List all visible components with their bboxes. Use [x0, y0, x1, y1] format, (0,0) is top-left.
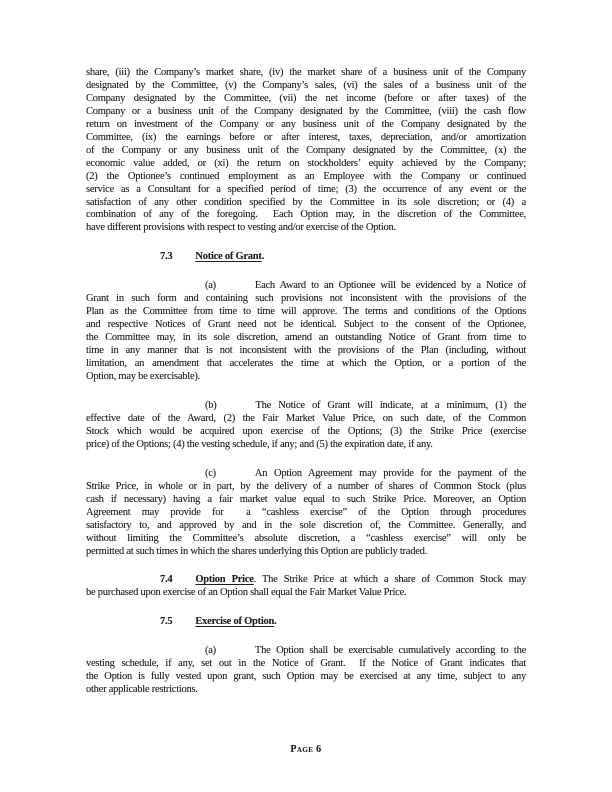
section-title: Exercise of Option: [195, 616, 275, 628]
text-line: [86, 345, 526, 358]
text-segment: (a): [205, 280, 216, 292]
tab-indent: [216, 287, 255, 288]
text-line: [86, 222, 526, 235]
text-segment: An Option Agreement may provide for the payment of the: [254, 467, 526, 479]
text-line: [86, 616, 526, 629]
text-segment: . The Strike Price at which a share of Common Stock may: [253, 574, 526, 586]
text-line: [86, 197, 526, 210]
text-line: [86, 684, 526, 697]
text-line: [86, 306, 526, 319]
paragraph: [86, 574, 526, 600]
text-segment: permitted at such times in which the shares underlying this Option are publicly traded.: [86, 545, 427, 557]
text-segment: Stock which would be acquired upon exercise of the Options; (3) the Strike Price (exercise: [86, 425, 526, 437]
text-line: [86, 184, 526, 197]
tab-indent: [86, 652, 205, 653]
text-segment: other applicable restrictions.: [86, 684, 198, 696]
text-segment: satisfaction of any other condition specified by the Committee in its sole discretion; or (4) a: [86, 196, 526, 208]
text-segment: Company designated by the Committee, (vii) the net income (before or after taxes) of the: [86, 92, 526, 104]
text-line: [86, 587, 526, 600]
text-segment: satisfactory to, and approved by and in the sole discretion of, the Committee. Generally, and: [86, 519, 526, 531]
section-title: Notice of Grant: [195, 251, 262, 263]
text-line: [86, 158, 526, 171]
text-line: [86, 671, 526, 684]
text-line: [86, 319, 526, 332]
text-segment: Committee, (ix) the earnings before or after interest, taxes, depreciation, and/or amortization: [86, 131, 526, 143]
tab-indent: [172, 581, 195, 582]
section-title: Option Price: [195, 574, 254, 586]
text-segment: of the Company or any business unit of the Company designated by the Committee, (x) the: [86, 144, 526, 156]
text-segment: service as a Consultant for a specified period of time; (3) the occurrence of any event or the: [86, 183, 526, 195]
paragraph: [86, 468, 526, 559]
section-number: 7.5: [160, 616, 173, 628]
text-segment: have different provisions with respect to vesting and/or exercise of the Option.: [86, 222, 396, 234]
text-line: [86, 119, 526, 132]
text-line: [86, 251, 526, 264]
text-line: [86, 293, 526, 306]
text-line: [86, 358, 526, 371]
text-segment: limitation, an amendment that accelerates the time at which the Option, or a portion of the: [86, 358, 526, 370]
text-segment: vesting schedule, if any, set out in the Notice of Grant. If the Notice of Grant indicates that: [86, 658, 526, 670]
text-segment: be purchased upon exercise of an Option shall equal the Fair Market Value Price.: [86, 587, 407, 599]
text-line: [86, 106, 526, 119]
section-heading: [86, 616, 526, 629]
text-line: [86, 494, 526, 507]
text-segment: (a): [205, 645, 216, 657]
text-line: [86, 439, 526, 452]
section-number: .: [274, 616, 277, 628]
text-segment: economic value added, or (xi) the return on stockholders’ equity achieved by the Company;: [86, 157, 526, 169]
section-number: .: [261, 251, 264, 263]
text-line: [86, 507, 526, 520]
tab-indent: [86, 258, 160, 259]
text-line: [86, 520, 526, 533]
text-segment: (c): [205, 467, 216, 479]
text-line: [86, 132, 526, 145]
text-segment: return on investment of the Company or any business unit of the Company designated by the: [86, 118, 526, 130]
tab-indent: [86, 581, 160, 582]
text-segment: The Notice of Grant will indicate, at a minimum, (1) the: [255, 399, 526, 411]
text-segment: and respective Notices of Grant need not be identical. Subject to the consent of the Optionee,: [86, 319, 526, 331]
text-line: [86, 426, 526, 439]
tab-indent: [86, 287, 205, 288]
tab-indent: [216, 475, 255, 476]
text-line: [86, 574, 526, 587]
section-number: 7.4: [160, 574, 173, 586]
text-segment: (2) the Optionee’s continued employment as an Employee with the Company or continued: [86, 170, 526, 182]
tab-indent: [86, 407, 205, 408]
text-line: [86, 93, 526, 106]
text-segment: Strike Price, in whole or in part, by the delivery of a number of shares of Common Stock (plus: [86, 480, 526, 492]
paragraph: [86, 67, 526, 235]
text-line: [86, 645, 526, 658]
text-segment: price) of the Options; (4) the vesting schedule, if any; and (5) the expiration date, if any.: [86, 438, 433, 450]
tab-indent: [86, 475, 205, 476]
tab-indent: [172, 623, 195, 624]
text-segment: time in any manner that is not inconsistent with the provisions of the Plan (including, without: [86, 345, 526, 357]
text-line: [86, 209, 526, 222]
text-segment: Grant in such form and containing such provisions not inconsistent with the provisions of the: [86, 293, 526, 305]
paragraph: [86, 280, 526, 384]
text-line: [86, 332, 526, 345]
tab-indent: [86, 623, 160, 624]
tab-indent: [216, 652, 255, 653]
text-segment: Company or a business unit of the Company designated by the Committee, (viii) the cash flow: [86, 105, 526, 117]
paragraph: [86, 645, 526, 697]
text-line: [86, 280, 526, 293]
text-segment: effective date of the Award, (2) the Fair Market Value Price, on such date, of the Common: [86, 412, 526, 424]
text-segment: without limiting the Committee’s absolute discretion, a “cashless exercise” will only be: [86, 532, 526, 544]
text-line: [86, 80, 526, 93]
text-segment: Agreement may provide for a “cashless exercise” of the Option through procedures: [86, 506, 526, 518]
section-number: 7.3: [160, 251, 173, 263]
text-segment: share, (iii) the Company’s market share, (iv) the market share of a business unit of the Company: [86, 67, 526, 78]
text-line: [86, 468, 526, 481]
text-line: [86, 658, 526, 671]
text-line: [86, 145, 526, 158]
text-segment: the Option is fully vested upon grant, such Option may be exercised at any time, subject to any: [86, 671, 526, 683]
text-line: [86, 371, 526, 384]
document-body: [86, 67, 526, 697]
text-line: [86, 481, 526, 494]
tab-indent: [217, 407, 256, 408]
text-segment: designated by the Committee, (v) the Company’s sales, (vi) the sales of a business unit of the: [86, 79, 526, 91]
text-line: [86, 413, 526, 426]
text-segment: combination of any of the foregoing. Each Option may, in the discretion of the Committee,: [86, 209, 526, 221]
text-line: [86, 400, 526, 413]
paragraph: [86, 400, 526, 452]
text-line: [86, 67, 526, 80]
text-segment: (b): [205, 399, 217, 411]
text-segment: Option, may be exercisable).: [86, 371, 200, 383]
text-segment: cash if necessary) having a fair market value equal to such Strike Price. Moreover, an Option: [86, 493, 526, 505]
section-heading: [86, 251, 526, 264]
text-line: [86, 171, 526, 184]
text-line: [86, 546, 526, 559]
text-line: [86, 533, 526, 546]
text-segment: Each Award to an Optionee will be evidenced by a Notice of: [254, 280, 526, 292]
tab-indent: [172, 258, 195, 259]
text-segment: the Committee may, in its sole discretion, amend an outstanding Notice of Grant from time to: [86, 332, 526, 344]
text-segment: Plan as the Committee from time to time will approve. The terms and conditions of the Options: [86, 306, 526, 318]
page-number-footer: Page 6: [290, 744, 322, 755]
text-segment: The Option shall be exercisable cumulatively according to the: [254, 645, 526, 657]
